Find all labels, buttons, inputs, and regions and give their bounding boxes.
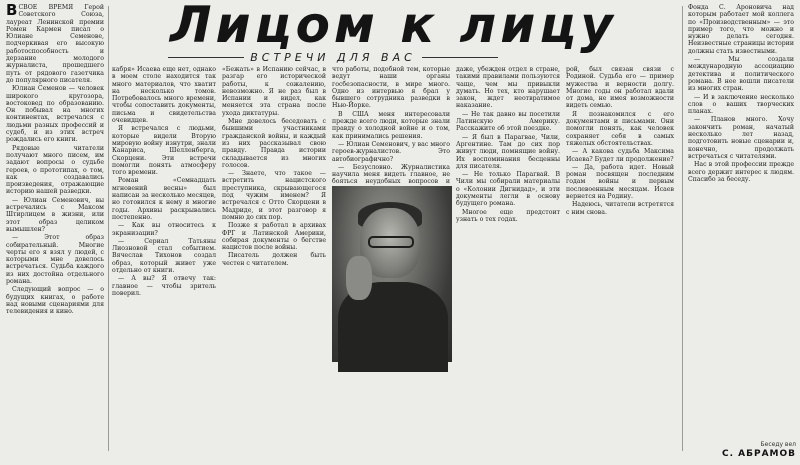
column-paragraph: Нас в этой профессии прежде всего держит интерес к людям. Спасибо за беседу. <box>688 161 794 183</box>
column-separator <box>108 6 109 451</box>
column-paragraph: Рядовые читатели получают много писем, им задают вопросы о судьбе героев, о прототипах, о том, как создавались произведения, отражающие историю нашей разведки. <box>6 144 104 196</box>
column-paragraph: ВСВОЕ ВРЕМЯ Герой Советского Союза, лауреат Ленинской премии Ромен Кармен писал о Юлиане Семенове, подчеркивая его высокую работоспособность и дерзание молодого журналиста, прошедшего путь от рядового газетчика до популярного писателя. <box>6 1 104 84</box>
column-paragraph: Я встречался с людьми, которые видели Вторую мировую войну изнутри, знали Канариса, Шелленберга, Скорцени. Эти встречи помогли понять атмосферу того времени. <box>112 125 216 177</box>
column-paragraph: — Планов много. Хочу закончить роман, начатый несколько лет назад, подготовить новые сценарии и, конечно, продолжать встречаться с читателями. <box>688 116 794 160</box>
subheadline-text: ВСТРЕЧИ ДЛЯ ВАС <box>250 50 416 64</box>
column-paragraph: — Юлиан Семенович, вы встречались с Максом Штирлицем в жизни, или этот образ целиком вымышлен? <box>6 196 104 233</box>
column-paragraph: — Не так давно вы посетили Латинскую Америку. Расскажите об этой поездке. <box>456 110 560 133</box>
article-column-3 <box>222 66 326 456</box>
column-paragraph: — Не только Парагвай. В Чили мы собирали материалы о «Колонии Дигнидад», и эти документы легли в основу будущего романа. <box>456 171 560 208</box>
column-paragraph: Позже я работал в архивах ФРГ и Латинской Америки, собирая документы о бегстве нацистов после войны. <box>222 222 326 252</box>
column-paragraph: что работы, подобной тем, которые ведут наши органы госбезопасности, в мире много. Одно из интервью я брал у бывшего сотрудника разведки в Нью-Йорке. <box>332 66 450 110</box>
column-paragraph: — Да, работа идет. Новый роман посвящен последним годам войны и первым послевоенным месяцам. Исаев вернется на Родину. <box>566 163 674 201</box>
author-signature <box>690 441 796 460</box>
column-paragraph: — Мы создали международную ассоциацию детектива и политического романа. В нее вошли писатели из многих стран. <box>688 56 794 93</box>
column-paragraph: кабря» Исаева еще нет, однако в моем столе находится так много материалов, что хватит на несколько томов. Потребовалось много времени, чтобы сопоставить документы, письма и свидетельства очевидцев. <box>112 66 216 125</box>
article-subheadline <box>168 50 498 64</box>
column-paragraph: — А какова судьба Максима Исаева? Будет ли продолжение? <box>566 148 674 163</box>
column-paragraph: рой, был связан связи с Родиной. Судьба его — пример мужества и верности долгу. Многие годы он работал вдали от дома, не имея возможности видеть семью. <box>566 66 674 110</box>
column-paragraph: — Сериал Татьяны Лиозновой стал событием. Вячеслав Тихонов создал образ, который живет уже отдельно от книги. <box>112 237 216 275</box>
photo-glasses-shape <box>368 236 414 248</box>
photo-hand-shape <box>346 256 372 300</box>
subhead-rule-right <box>422 57 498 58</box>
column-paragraph: — Безусловно. Журналистика научила меня видеть главное, не бояться неудобных вопросов и <box>332 163 450 186</box>
column-paragraph: Мне довелось беседовать с бывшими участниками гражданской войны, и каждый из них рассказывал свою правду. Правда истории складывается из многих голосов. <box>222 118 326 169</box>
column-paragraph: Многое еще предстоит узнать о тех годах. <box>456 208 560 223</box>
column-paragraph: Фонда С. Ароновича над которым работает мой коллега по «Производственным» — это пример того, что можно и нужно делать сегодня. Неизвестные страницы истории должны стать известными. <box>688 4 794 55</box>
article-headline: Лицом к лицу <box>170 0 617 54</box>
article-column-4 <box>332 66 450 184</box>
column-paragraph: даже, убежден отдел в стране, такими правилами пользуются чаще, чем мы привыкли думать. Но тех, кто нарушает закон, ждет неотвратимое наказание. <box>456 66 560 110</box>
author-role: Беседу вел <box>760 441 796 448</box>
column-paragraph: «Бежать» в Испанию сейчас, в разгар его исторической работы, к сожалению, невозможно. Я не раз был в Испании и видел, как меняется эта страна после ухода диктатуры. <box>222 66 326 117</box>
drop-cap: В <box>6 1 18 19</box>
column-paragraph: — И в заключение несколько слов о ваших творческих планах. <box>688 93 794 116</box>
column-paragraph: — Юлиан Семенович, у вас много героев-журналистов. Это автобиографично? <box>332 140 450 163</box>
subhead-rule-left <box>168 57 244 58</box>
column-paragraph: — Я был в Парагвае, Чили, Аргентине. Там до сих пор живут люди, помнящие войну. Их воспоминания бесценны для писателя. <box>456 133 560 170</box>
column-paragraph: Следующий вопрос — о будущих книгах, о работе над новыми сценариями для телевидения и кино. <box>6 286 104 316</box>
column-paragraph: Писатель должен быть честен с читателем. <box>222 252 326 267</box>
author-name: С. АБРАМОВ <box>721 449 796 459</box>
article-column-1 <box>6 1 104 456</box>
article-column-2 <box>112 66 216 456</box>
column-separator <box>682 6 683 451</box>
column-paragraph: — Этот образ собирательный. Многие черты его я взял у людей, с которыми мне довелось встречаться. Судьба каждого из них достойна отдельного романа. <box>6 234 104 285</box>
column-paragraph: — Как вы относитесь к экранизации? <box>112 222 216 237</box>
column-paragraph: — Знаете, что такое — встретить нацистского преступника, скрывающегося под чужим именем? Я встречался с Отто Скорцени в Мадриде, и этот разговор я помню до сих пор. <box>222 170 326 221</box>
article-column-5 <box>456 66 560 456</box>
article-column-6 <box>566 66 674 456</box>
author-portrait-photo <box>332 186 452 362</box>
column-paragraph: Юлиан Семенов — человек широкого кругозора, востоковед по образованию. Он побывал на многих континентах, встречался с людьми разных профессий и судеб, и из этих встреч рождались его книги. <box>6 85 104 144</box>
article-column-7 <box>688 4 794 436</box>
column-paragraph: Роман «Семнадцать мгновений весны» был написан за несколько месяцев, но готовился к нему я многие годы. Архивы раскрывались постепенно. <box>112 177 216 221</box>
column-paragraph: — А вы? Я отвечу так: главное — чтобы зритель поверил. <box>112 275 216 297</box>
column-paragraph: Надеюсь, читатели встретятся с ним снова. <box>566 201 674 216</box>
column-paragraph: Я познакомился с его документами и письмами. Они помогли понять, как человек сохраняет себя в самых тяжелых обстоятельствах. <box>566 110 674 147</box>
column-paragraph: В США меня интересовали прежде всего люди, которые знали правду о холодной войне и о том, как принимались решения. <box>332 110 450 140</box>
